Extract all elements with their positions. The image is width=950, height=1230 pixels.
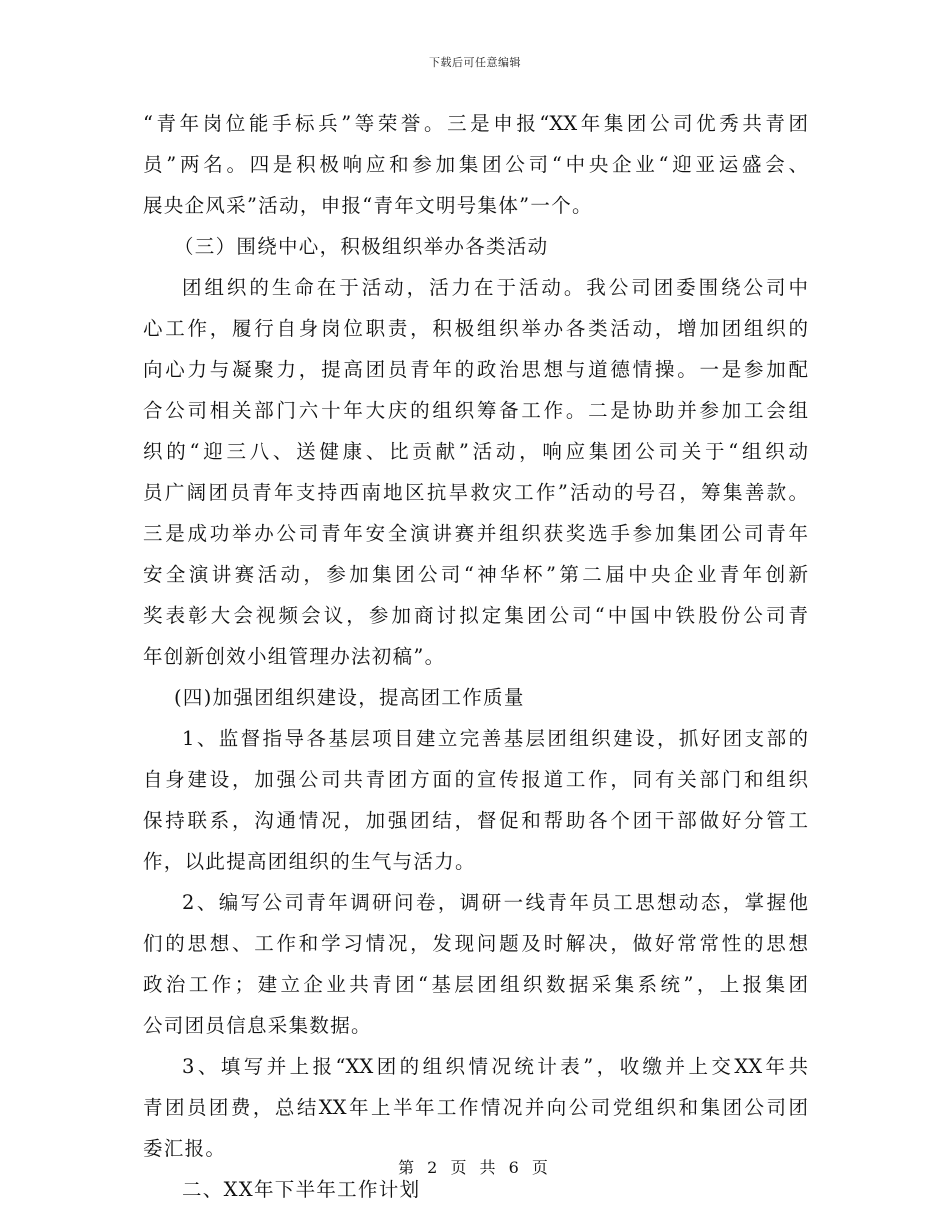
text-line: 团组织的生命在于活动，活力在于活动。我公司团委围绕公司中	[182, 276, 808, 299]
text-line: 奖表彰大会视频会议，参加商讨拟定集团公司“中国中铁股份公司青	[143, 604, 808, 627]
document-body	[143, 103, 808, 1210]
text-line: 青团员团费，总结XX年上半年工作情况并向公司党组织和集团公司团	[143, 1096, 808, 1119]
text-line: 公司团员信息采集数据。	[143, 1014, 372, 1037]
text-line: 向心力与凝聚力，提高团员青年的政治思想与道德情操。一是参加配	[143, 358, 808, 381]
text-line: 织的“迎三八、送健康、比贡献”活动，响应集团公司关于“组织动	[143, 440, 808, 463]
text-line: 员广阔团员青年支持西南地区抗旱救灾工作”活动的号召，筹集善款。	[143, 481, 808, 504]
text-line: 自身建设，加强公司共青团方面的宣传报道工作，同有关部门和组织	[143, 768, 808, 791]
text-line: 2、编写公司青年调研问卷，调研一线青年员工思想动态，掌握他	[182, 891, 808, 914]
text-line: 年创新创效小组管理办法初稿”。	[143, 645, 446, 668]
page-header: 下载后可任意编辑	[429, 56, 521, 69]
section-heading: （三）围绕中心，积极组织举办各类活动	[174, 235, 549, 258]
text-line: 保持联系，沟通情况，加强团结，督促和帮助各个团干部做好分管工	[143, 809, 808, 832]
section-heading: 二、XX年下半年工作计划	[182, 1178, 421, 1201]
text-line: 政治工作；建立企业共青团“基层团组织数据采集系统”，上报集团	[143, 973, 808, 996]
text-line: 员”两名。四是积极响应和参加集团公司“中央企业“迎亚运盛会、	[143, 153, 808, 176]
text-line: 三是成功举办公司青年安全演讲赛并组织获奖选手参加集团公司青年	[143, 522, 808, 545]
text-line: 安全演讲赛活动，参加集团公司“神华杯”第二届中央企业青年创新	[143, 563, 808, 586]
section-heading: (四)加强团组织建设，提高团工作质量	[174, 686, 525, 709]
text-line: 委汇报。	[143, 1137, 227, 1160]
text-line: 1、监督指导各基层项目建立完善基层团组织建设，抓好团支部的	[182, 727, 808, 750]
page-footer: 第 2 页 共 6 页	[398, 1158, 552, 1177]
text-line: 3、填写并上报“XX团的组织情况统计表”，收缴并上交XX年共	[182, 1055, 808, 1078]
text-line: 心工作，履行自身岗位职责，积极组织举办各类活动，增加团组织的	[143, 317, 808, 340]
text-line: 们的思想、工作和学习情况，发现问题及时解决，做好常常性的思想	[143, 932, 808, 955]
text-line: 合公司相关部门六十年大庆的组织筹备工作。二是协助并参加工会组	[143, 399, 808, 422]
text-line: “青年岗位能手标兵”等荣誉。三是申报“XX年集团公司优秀共青团	[143, 112, 808, 135]
text-line: 作，以此提高团组织的生气与活力。	[143, 850, 476, 873]
text-line: 展央企风采”活动，申报“青年文明号集体”一个。	[143, 194, 593, 217]
